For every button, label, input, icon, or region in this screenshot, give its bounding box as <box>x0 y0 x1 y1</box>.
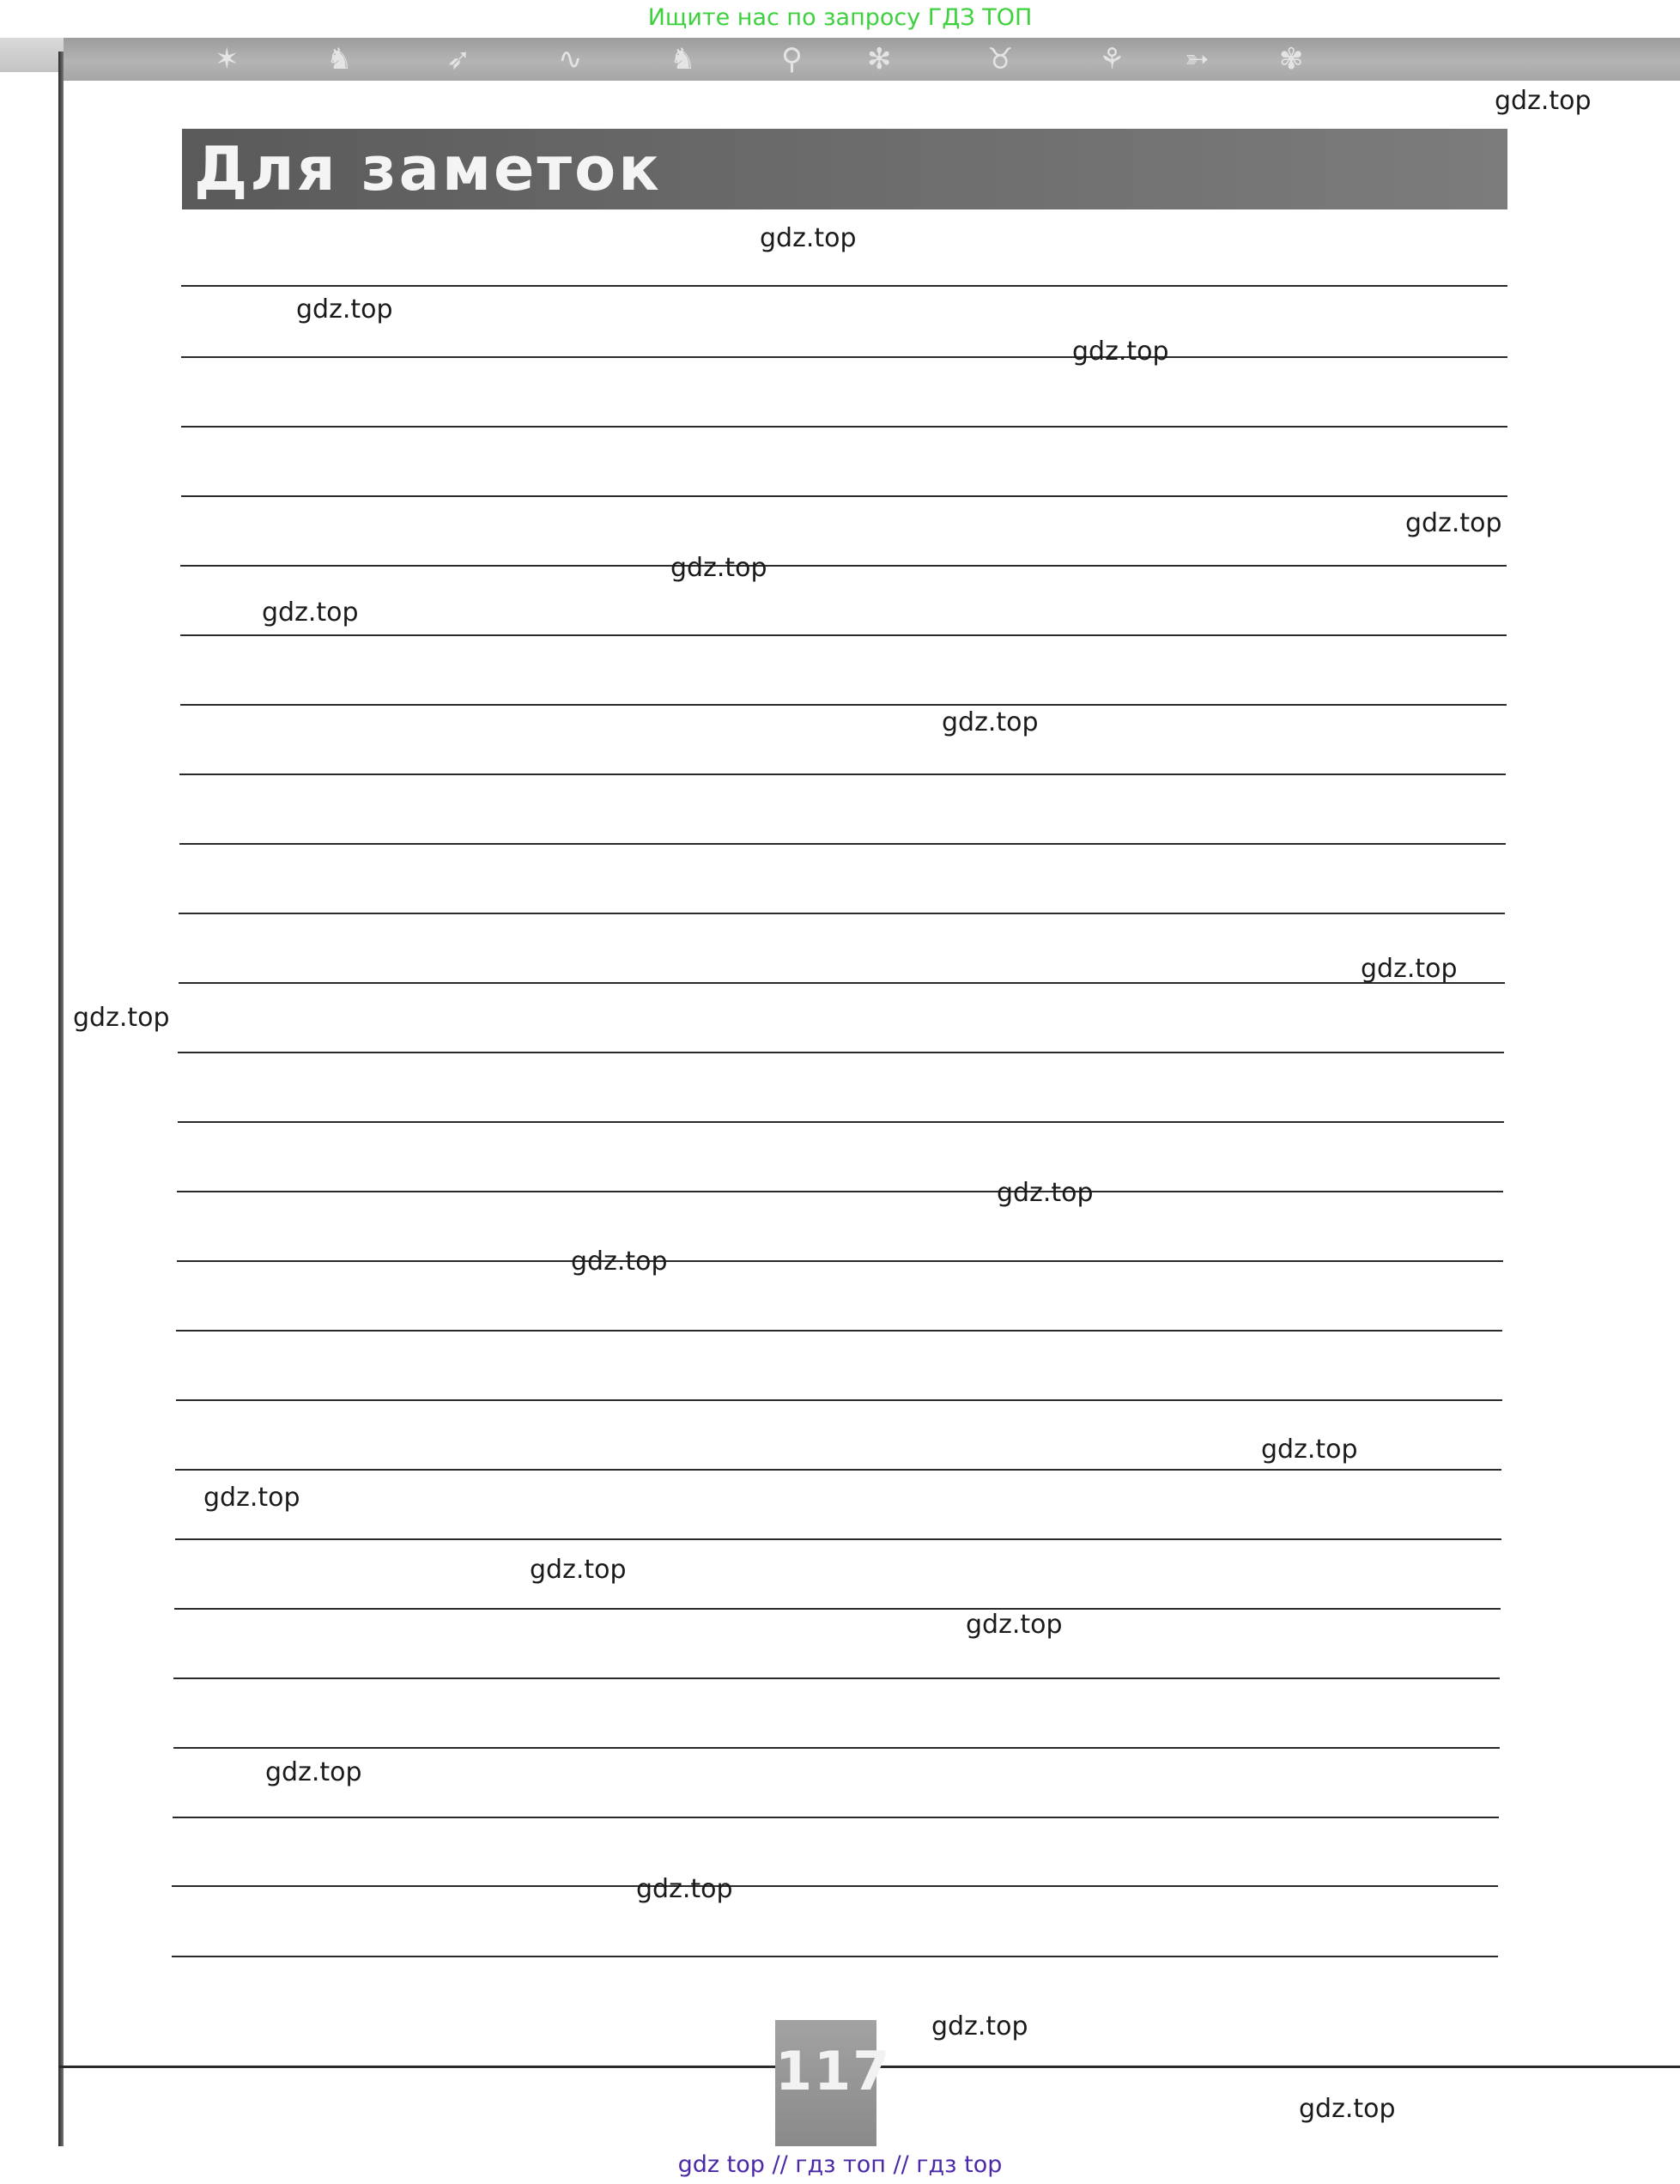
watermark: gdz.top <box>1261 1435 1358 1465</box>
horse-icon: ♞ <box>326 42 353 76</box>
watermark: gdz.top <box>296 294 393 325</box>
page-title: Для заметок <box>194 134 662 204</box>
watermark: gdz.top <box>942 707 1039 737</box>
insect-icon: ✻ <box>867 42 892 76</box>
watermark: gdz.top <box>760 223 857 253</box>
note-line <box>180 704 1507 706</box>
scorpion-icon: ✶ <box>215 42 240 76</box>
note-line <box>178 1052 1504 1053</box>
note-line <box>175 1538 1501 1540</box>
watermark: gdz.top <box>262 598 359 628</box>
watermark: gdz.top <box>1495 86 1592 116</box>
book-spine <box>58 52 64 2146</box>
note-line <box>181 285 1507 287</box>
bird-icon: ➶ <box>446 42 471 76</box>
watermark: gdz.top <box>1361 954 1458 984</box>
kangaroo-icon: ⚘ <box>1099 42 1125 76</box>
note-line <box>179 843 1506 845</box>
page-edge-strip <box>0 38 64 72</box>
note-line <box>181 356 1507 358</box>
note-line <box>173 1677 1500 1679</box>
note-line <box>172 1885 1498 1887</box>
watermark: gdz.top <box>571 1247 668 1277</box>
heron-icon: ⚲ <box>781 42 803 76</box>
note-line <box>175 1469 1501 1471</box>
notes-page <box>64 81 1680 2146</box>
watermark: gdz.top <box>670 553 767 583</box>
watermark: gdz.top <box>966 1610 1063 1640</box>
note-line <box>178 1121 1504 1123</box>
watermark: gdz.top <box>636 1874 733 1904</box>
fox-icon: ➳ <box>1185 42 1210 76</box>
note-line <box>176 1399 1502 1401</box>
deer-icon: ♞ <box>670 42 696 76</box>
watermark: gdz.top <box>1299 2094 1396 2124</box>
note-line <box>179 913 1505 914</box>
watermark: gdz.top <box>265 1757 362 1787</box>
butterfly-icon: ✾ <box>1279 42 1304 76</box>
note-line <box>180 565 1507 567</box>
note-line <box>173 1747 1500 1749</box>
watermark: gdz.top <box>203 1483 300 1513</box>
note-line <box>172 1956 1498 1957</box>
watermark: gdz.top <box>997 1178 1094 1208</box>
watermark: gdz.top <box>530 1555 627 1585</box>
note-line <box>179 774 1506 775</box>
note-line <box>173 1817 1499 1818</box>
watermark: gdz.top <box>73 1003 170 1033</box>
note-line <box>179 982 1505 984</box>
note-line <box>180 634 1507 636</box>
bottom-banner[interactable]: gdz top // гдз топ // гдз top <box>0 2146 1680 2184</box>
bull-icon: ♉ <box>987 42 1014 76</box>
watermark: gdz.top <box>931 2011 1028 2041</box>
note-line <box>177 1191 1503 1192</box>
note-line <box>177 1260 1503 1262</box>
watermark: gdz.top <box>1072 337 1169 367</box>
note-line <box>181 495 1507 497</box>
note-line <box>176 1330 1502 1332</box>
page-number: 117 <box>775 2040 892 2102</box>
watermark: gdz.top <box>1405 508 1502 538</box>
note-line <box>181 426 1507 428</box>
note-line <box>174 1608 1501 1610</box>
dolphin-icon: ∿ <box>558 42 583 76</box>
top-banner[interactable]: Ищите нас по запросу ГДЗ ТОП <box>647 4 1033 31</box>
